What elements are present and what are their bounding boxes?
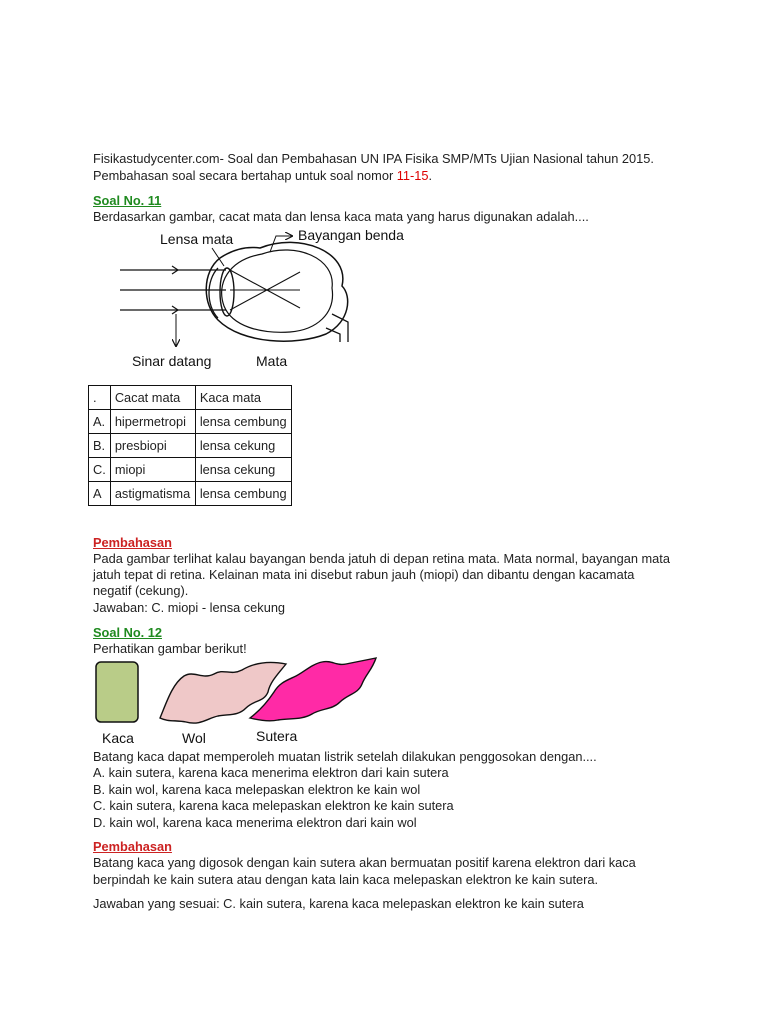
eye-diagram	[90, 222, 420, 372]
table-header-cell: .	[89, 386, 111, 410]
table-row	[89, 410, 292, 434]
materials-figure	[90, 656, 390, 748]
table-cell: lensa cekung	[195, 434, 291, 458]
q12-heading: Soal No. 12	[93, 625, 162, 640]
intro-line-2-suffix: .	[428, 168, 433, 183]
table-row	[89, 458, 292, 482]
q11-question: Berdasarkan gambar, cacat mata dan lensa kaca mata yang harus digunakan adalah....	[93, 209, 589, 224]
answer-table	[88, 385, 292, 506]
label-silk: Sutera	[256, 728, 298, 744]
optic-nerve	[326, 314, 348, 342]
question-range: 11-15	[396, 168, 429, 183]
q12-option-c: C. kain sutera, karena kaca melepaskan elektron ke kain sutera	[93, 798, 454, 813]
q12-option-d: D. kain wol, karena kaca menerima elektron dari kain wol	[93, 815, 417, 830]
table-cell: astigmatisma	[110, 482, 195, 506]
table-cell: miopi	[110, 458, 195, 482]
q12-option-a: A. kain sutera, karena kaca menerima elektron dari kain sutera	[93, 765, 449, 780]
label-incoming: Sinar datang	[132, 353, 212, 369]
converge-ray-top	[230, 270, 300, 308]
glass-rod	[96, 662, 138, 722]
table-row	[89, 434, 292, 458]
table-row	[89, 482, 292, 506]
q12-answer: Jawaban yang sesuai: C. kain sutera, karena kaca melepaskan elektron ke kain sutera	[93, 896, 584, 911]
label-glass: Kaca	[102, 730, 134, 746]
table-cell: presbiopi	[110, 434, 195, 458]
intro-line-2	[93, 168, 432, 184]
table-header-cell: Cacat mata	[110, 386, 195, 410]
table-header-cell: Kaca mata	[195, 386, 291, 410]
q11-heading: Soal No. 11	[93, 193, 162, 208]
q11-discussion-line: Pada gambar terlihat kalau bayangan benda jatuh di depan retina mata. Mata normal, bayangan mata	[93, 551, 670, 566]
label-eye: Mata	[256, 353, 288, 369]
q12-discussion-line: Batang kaca yang digosok dengan kain sutera akan bermuatan positif karena elektron dari kaca	[93, 855, 636, 870]
table-cell: lensa cembung	[195, 482, 291, 506]
table-cell: B.	[89, 434, 111, 458]
label-image: Bayangan benda	[298, 227, 404, 243]
table-cell: A.	[89, 410, 111, 434]
eyeball-outer	[206, 242, 347, 341]
q11-answer: Jawaban: C. miopi - lensa cekung	[93, 600, 286, 615]
table-cell: lensa cekung	[195, 458, 291, 482]
eyeball-inner	[222, 250, 333, 332]
table-cell: A	[89, 482, 111, 506]
intro-line-2-prefix: Pembahasan soal secara bertahap untuk soal nomor	[93, 168, 397, 183]
q11-discussion-line: negatif (cekung).	[93, 583, 189, 598]
table-cell: C.	[89, 458, 111, 482]
converge-ray-bottom	[230, 272, 300, 310]
q12-discussion-heading: Pembahasan	[93, 839, 172, 854]
table-header-row	[89, 386, 292, 410]
q12-option-b: B. kain wol, karena kaca melepaskan elektron ke kain wol	[93, 782, 421, 797]
q12-question: Batang kaca dapat memperoleh muatan listrik setelah dilakukan penggosokan dengan....	[93, 749, 597, 764]
q12-discussion-line: berpindah ke kain sutera atau dengan kata lain kaca melepaskan elektron ke kain sutera.	[93, 872, 599, 887]
label-lens: Lensa mata	[160, 231, 234, 247]
table-cell: hipermetropi	[110, 410, 195, 434]
eyeball-outline	[212, 244, 338, 334]
table-cell: lensa cembung	[195, 410, 291, 434]
intro-line-1: Fisikastudycenter.com- Soal dan Pembahasan UN IPA Fisika SMP/MTs Ujian Nasional tahun 2015.	[93, 151, 654, 166]
label-wool: Wol	[182, 730, 206, 746]
q12-intro: Perhatikan gambar berikut!	[93, 641, 247, 656]
q11-discussion-heading: Pembahasan	[93, 535, 172, 550]
q11-discussion-line: jatuh tepat di retina. Kelainan mata ini disebut rabun jauh (miopi) dan dibantu dengan kacamata	[93, 567, 635, 582]
